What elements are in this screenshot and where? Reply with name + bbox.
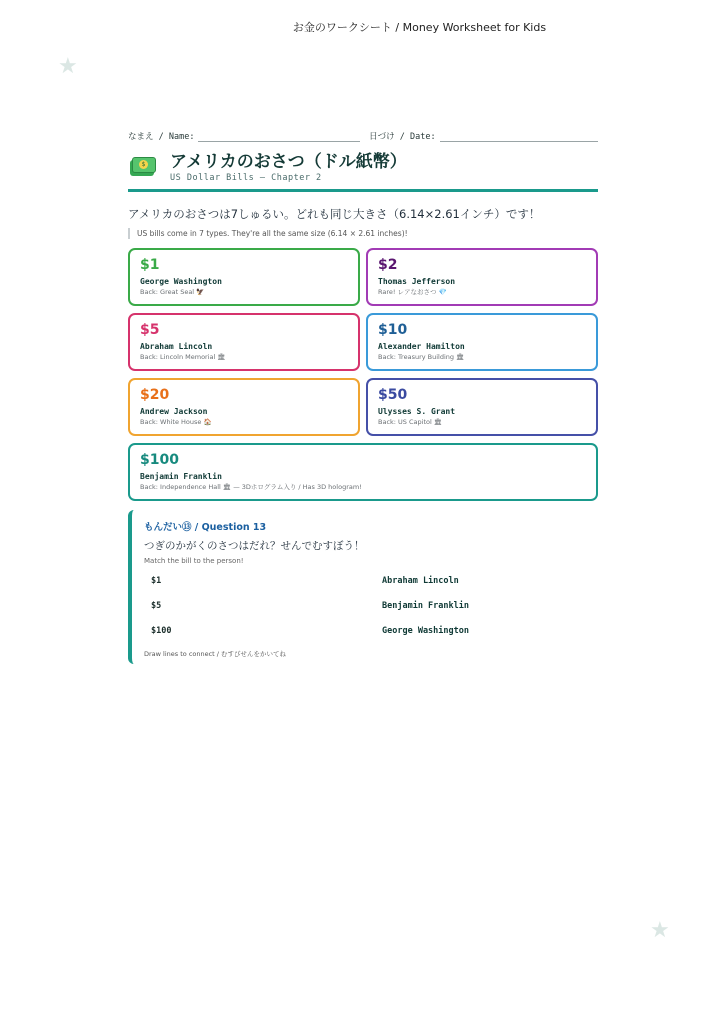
- intro-text-jp: アメリカのおさつは7しゅるい。どれも同じ大きさ（6.14×2.61インチ）です！: [128, 207, 541, 221]
- question-text-en: Match the bill to the person!: [144, 557, 244, 565]
- question-box: [128, 510, 598, 664]
- bill-back: Back: Treasury Building 🏛: [378, 353, 465, 361]
- star-icon: ★: [650, 918, 670, 943]
- name-date-row: [128, 130, 598, 142]
- bill-card-100: [128, 443, 598, 501]
- bill-amount: $10: [378, 322, 408, 338]
- match-right-item[interactable]: Abraham Lincoln: [382, 576, 459, 586]
- money-bill-icon: $: [130, 157, 156, 179]
- bill-card-2: [366, 248, 598, 306]
- page-header-title: お金のワークシート / Money Worksheet for Kids: [292, 21, 547, 34]
- bill-grid: [128, 248, 598, 501]
- bill-person: Alexander Hamilton: [378, 342, 465, 351]
- bill-back: Back: Lincoln Memorial 🏛: [140, 353, 226, 361]
- worksheet: [128, 130, 598, 501]
- page-subtitle: US Dollar Bills — Chapter 2: [170, 173, 322, 183]
- bill-person: George Washington: [140, 277, 222, 286]
- matching-area[interactable]: [144, 570, 598, 648]
- date-label: 日づけ / Date:: [369, 132, 436, 142]
- bill-amount: $100: [140, 452, 179, 468]
- bill-card-10: [366, 313, 598, 371]
- bill-card-20: [128, 378, 360, 436]
- bill-person: Benjamin Franklin: [140, 472, 222, 481]
- question-text: つぎのかがくのさつはだれ？せんでむすぼう！: [144, 540, 365, 552]
- match-left-item[interactable]: $1: [151, 576, 162, 586]
- bill-amount: $2: [378, 257, 398, 273]
- bill-amount: $20: [140, 387, 170, 403]
- match-right-item[interactable]: George Washington: [382, 626, 469, 636]
- bill-amount: $5: [140, 322, 160, 338]
- name-label: なまえ / Name:: [128, 132, 195, 142]
- bill-amount: $1: [140, 257, 160, 273]
- intro-text-en: US bills come in 7 types. They're all the same size (6.14 × 2.61 inches)!: [128, 228, 598, 239]
- bill-person: Abraham Lincoln: [140, 342, 213, 351]
- bill-person: Thomas Jefferson: [378, 277, 456, 286]
- bill-back: Back: US Capitol 🏛: [378, 418, 443, 426]
- bill-card-5: [128, 313, 360, 371]
- bill-person: Ulysses S. Grant: [378, 407, 456, 416]
- title-bar: [128, 152, 598, 192]
- match-right-item[interactable]: Benjamin Franklin: [382, 601, 469, 611]
- question-title: もんだい⑬ / Question 13: [144, 522, 267, 533]
- bill-amount: $50: [378, 387, 408, 403]
- star-icon: ★: [58, 54, 78, 79]
- date-field[interactable]: [440, 133, 598, 142]
- bill-card-1: [128, 248, 360, 306]
- match-left-item[interactable]: $100: [151, 626, 172, 636]
- name-field[interactable]: [198, 133, 359, 142]
- match-left-item[interactable]: $5: [151, 601, 162, 611]
- question-footer: Draw lines to connect / むすびせんをかいてね: [144, 650, 287, 658]
- bill-card-50: [366, 378, 598, 436]
- bill-back: Rare! レアなおさつ 💎: [378, 288, 447, 296]
- page-title: アメリカのおさつ（ドル紙幣）: [170, 152, 407, 172]
- bill-back: Back: White House 🏠: [140, 418, 212, 426]
- bill-back: Back: Independence Hall 🏛 — 3Dホログラム入り / Has 3D hologram!: [140, 483, 362, 491]
- bill-person: Andrew Jackson: [140, 407, 208, 416]
- bill-back: Back: Great Seal 🦅: [140, 288, 205, 296]
